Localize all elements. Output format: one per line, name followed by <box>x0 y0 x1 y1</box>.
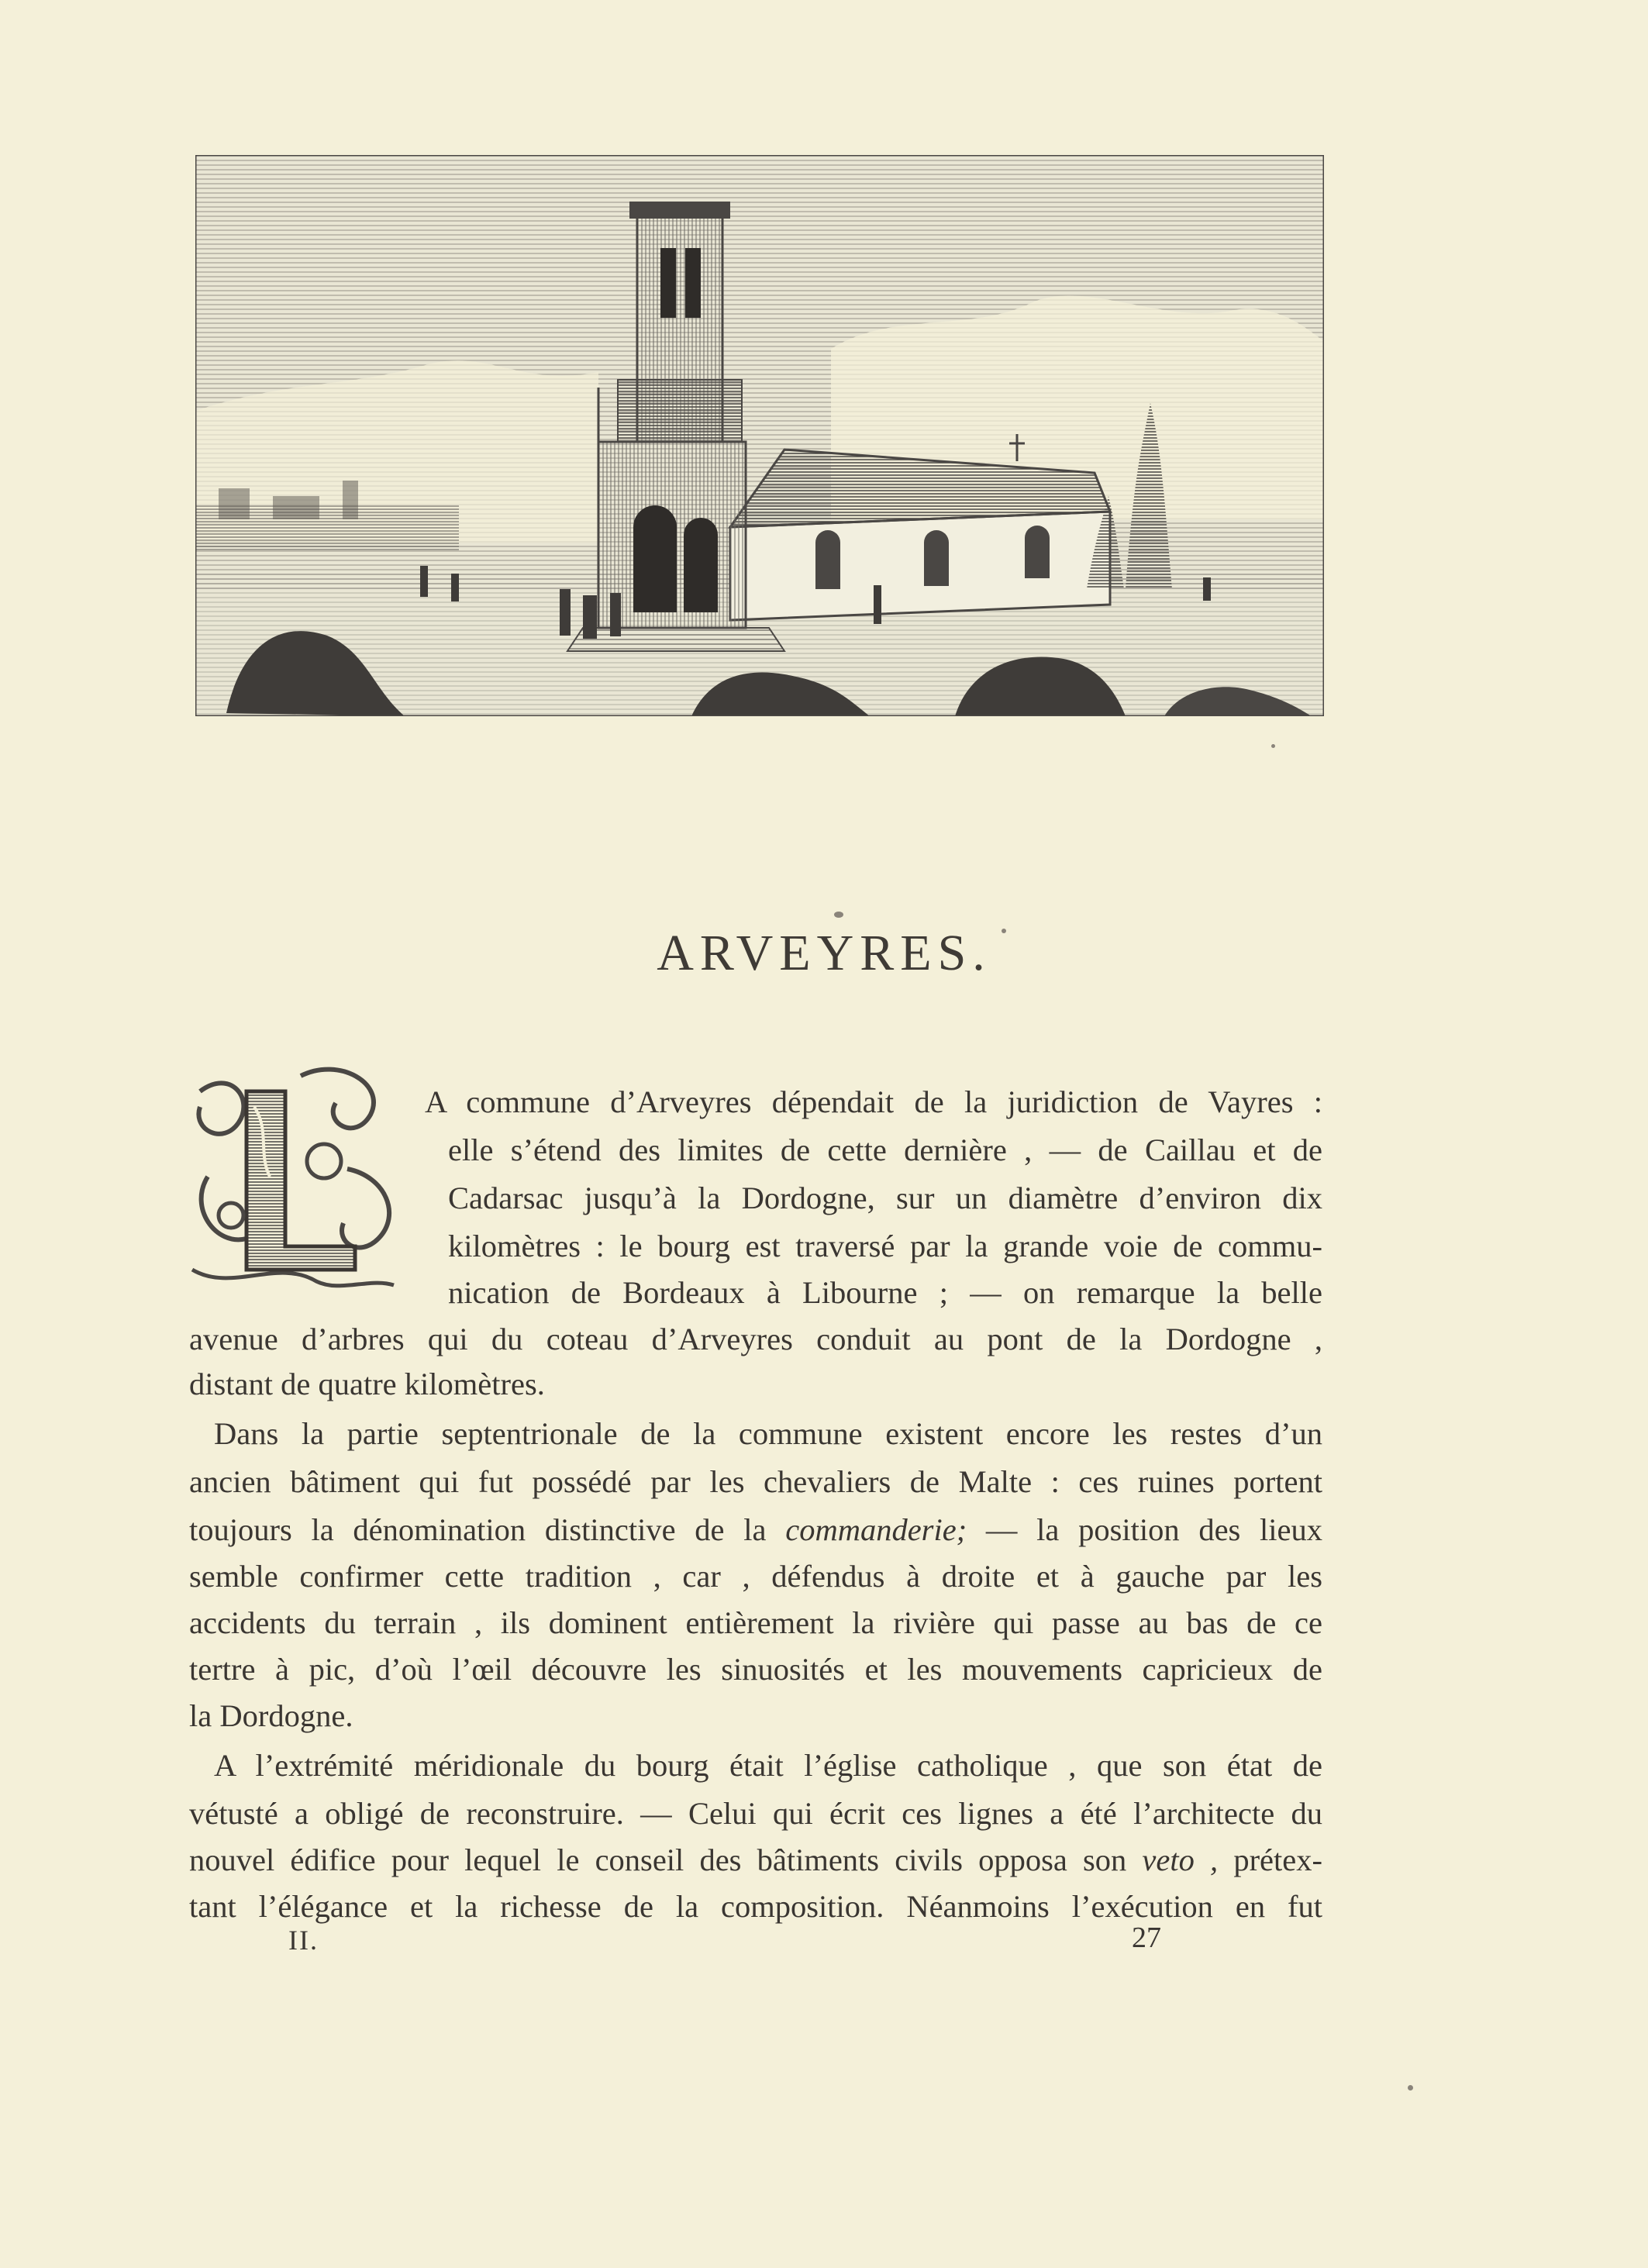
paragraph-2-line-2: ancien bâtiment qui fut possédé par les chevaliers de Malte : ces ruines portent <box>189 1464 1322 1499</box>
paper-speck <box>1271 744 1275 748</box>
paper-speck <box>834 912 843 918</box>
paragraph-2-italic-term: commanderie; <box>785 1512 967 1547</box>
ornamental-drop-cap <box>184 1060 419 1293</box>
paragraph-1-line-1: A commune d’Arveyres dépendait de la juridiction de Vayres : <box>425 1084 1322 1119</box>
paper-speck <box>1002 929 1006 933</box>
paragraph-2-line-5: accidents du terrain , ils dominent entièrement la rivière qui passe au bas de ce <box>189 1605 1322 1640</box>
paragraph-1-line-2: elle s’étend des limites de cette dernière , — de Caillau et de <box>448 1132 1322 1167</box>
paragraph-1-line-3: Cadarsac jusqu’à la Dordogne, sur un diamètre d’environ dix <box>448 1181 1322 1215</box>
paragraph-1-line-6: avenue d’arbres qui du coteau d’Arveyres conduit au pont de la Dordogne , <box>189 1322 1322 1356</box>
paragraph-2-line-7: la Dordogne. <box>189 1698 353 1733</box>
page-title: ARVEYRES. <box>657 925 991 981</box>
paragraph-3-italic-term: veto , <box>1142 1842 1219 1877</box>
paragraph-2-line-6: tertre à pic, d’où l’œil découvre les sinuosités et les mouvements capricieux de <box>189 1652 1322 1687</box>
signature-mark: II. <box>288 1925 319 1956</box>
page-number: 27 <box>1132 1922 1161 1954</box>
paragraph-1-line-4: kilomètres : le bourg est traversé par la grande voie de commu- <box>448 1229 1322 1263</box>
paragraph-3-line-3 <box>189 1837 1322 1884</box>
paragraph-3-line-3-start: nouvel édifice pour lequel le conseil des bâtiments civils opposa son <box>189 1842 1127 1877</box>
paragraph-2-line-3-end: — la position des lieux <box>985 1512 1322 1547</box>
paragraph-2-line-4: semble confirmer cette tradition , car , défendus à droite et à gauche par les <box>189 1559 1322 1594</box>
paragraph-2-line-3 <box>189 1507 1322 1553</box>
paragraph-2-line-3-start: toujours la dénomination distinctive de la <box>189 1512 767 1547</box>
paragraph-3-line-2: vétusté a obligé de reconstruire. — Celui qui écrit ces lignes a été l’architecte du <box>189 1796 1322 1831</box>
paragraph-3-line-3-end: prétex- <box>1233 1842 1322 1877</box>
paragraph-2-line-1: Dans la partie septentrionale de la commune existent encore les restes d’un <box>214 1416 1322 1451</box>
paragraph-3-line-1: A l’extrémité méridionale du bourg était l’église catholique , que son état de <box>214 1748 1322 1783</box>
paragraph-1-line-7: distant de quatre kilomètres. <box>189 1367 545 1401</box>
paragraph-3-line-4: tant l’élégance et la richesse de la composition. Néanmoins l’exécution en fut <box>189 1889 1322 1924</box>
church-engraving <box>195 155 1324 716</box>
paragraph-1-line-5: nication de Bordeaux à Libourne ; — on remarque la belle <box>448 1275 1322 1310</box>
paper-speck <box>1408 2085 1413 2090</box>
